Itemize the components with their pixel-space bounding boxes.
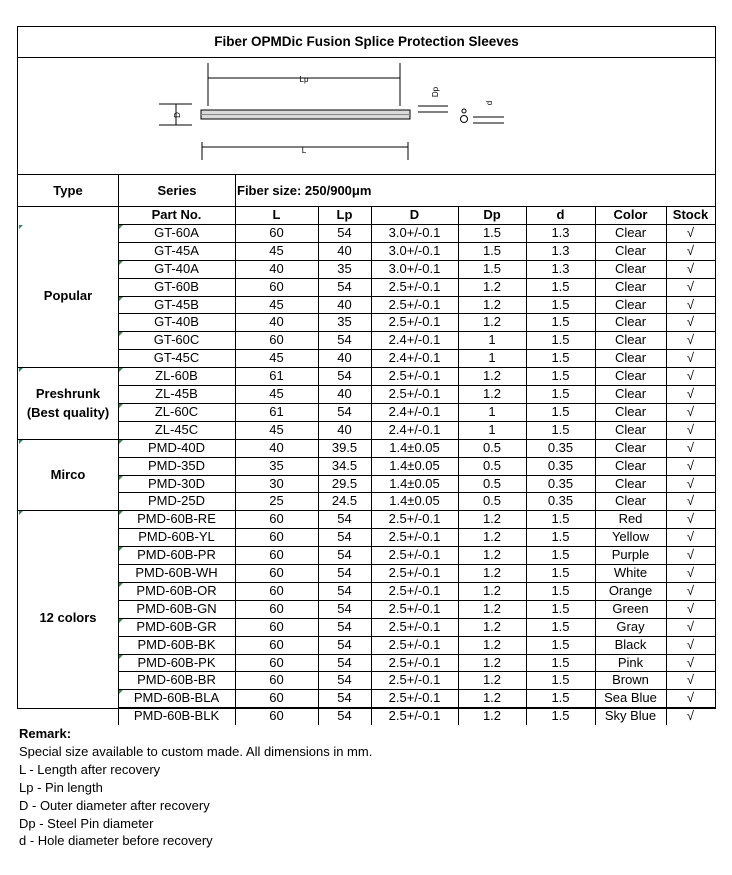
stock-check: √ (686, 708, 695, 724)
part-number: PMD-60B-RE (137, 511, 216, 527)
d-label: D (173, 112, 182, 118)
spec-value: 54 (337, 690, 352, 706)
spec-value: 1.3 (551, 224, 570, 240)
spec-value: 1.2 (482, 690, 502, 706)
l-label: L (301, 146, 307, 155)
spec-value: 1.5 (551, 278, 570, 294)
stock-check: √ (686, 403, 695, 419)
spec-value: Orange (608, 582, 653, 598)
spec-value: 0.5 (482, 475, 502, 491)
spec-value: 45 (269, 296, 284, 312)
spec-value: 2.4+/-0.1 (388, 350, 441, 366)
spec-value: 2.4+/-0.1 (388, 421, 441, 437)
spec-value: 1.4±0.05 (389, 457, 440, 473)
spec-value: 1.5 (551, 600, 570, 616)
spec-value: 45 (269, 421, 284, 437)
spec-value: 2.5+/-0.1 (388, 708, 441, 724)
spec-value: Clear (614, 493, 647, 509)
corner-mark (119, 583, 123, 587)
spec-value: 60 (269, 224, 284, 240)
spec-value: 60 (269, 529, 284, 545)
remarks (19, 725, 372, 850)
type-group-label: Preshrunk (35, 385, 101, 401)
spec-value: 0.35 (547, 493, 574, 509)
spec-value: 1.5 (551, 654, 570, 670)
spec-value: 60 (269, 332, 284, 348)
spec-value: 54 (337, 529, 352, 545)
column-header: Stock (672, 207, 709, 222)
spec-value: 1.2 (482, 672, 502, 688)
spec-value: 1.2 (482, 547, 502, 563)
corner-mark (119, 440, 123, 444)
spec-value: 2.5+/-0.1 (388, 582, 441, 598)
spec-value: 40 (337, 421, 352, 437)
spec-value: 24.5 (331, 493, 358, 509)
spec-value: 45 (269, 350, 284, 366)
spec-value: White (613, 565, 648, 580)
grid-vline (666, 206, 667, 725)
part-number: PMD-30D (147, 475, 206, 491)
spec-value: 40 (337, 242, 352, 258)
spec-value: Green (612, 600, 649, 616)
spec-value: 2.5+/-0.1 (388, 511, 441, 527)
stock-check: √ (686, 511, 695, 527)
part-number: ZL-45B (155, 386, 198, 401)
spec-value: 1 (488, 421, 496, 437)
spec-value: 40 (269, 439, 284, 455)
spec-value: 1.5 (551, 296, 570, 312)
spec-value: Pink (617, 654, 644, 670)
spec-value: 60 (269, 547, 284, 563)
spec-value: 1.2 (482, 278, 502, 294)
spec-value: 2.5+/-0.1 (388, 529, 441, 545)
column-header: Lp (336, 207, 353, 222)
spec-value: 54 (337, 368, 352, 384)
part-number: ZL-45C (154, 421, 199, 437)
spec-value: 1.2 (482, 368, 502, 384)
spec-value: 2.5+/-0.1 (388, 636, 441, 652)
spec-value: Clear (614, 332, 647, 348)
remark-line: L - Length after recovery (19, 761, 161, 777)
small-d-label: d (485, 100, 494, 106)
part-number: PMD-60B-GR (136, 618, 217, 634)
spec-value: 54 (337, 582, 352, 598)
spec-value: 35 (337, 260, 352, 276)
grid-vline (318, 206, 319, 725)
spec-value: 1.5 (551, 403, 570, 419)
part-number: PMD-60B-BK (137, 636, 216, 652)
spec-value: 2.5+/-0.1 (388, 672, 441, 688)
stock-check: √ (686, 224, 695, 240)
spec-value: 60 (269, 708, 284, 724)
stock-check: √ (686, 582, 695, 598)
spec-value: 60 (269, 672, 284, 688)
part-number: GT-45B (154, 296, 199, 312)
part-number: PMD-60B-GN (136, 600, 217, 616)
spec-value: Sea Blue (604, 690, 657, 706)
spec-value: Clear (614, 242, 647, 258)
spec-value: 2.5+/-0.1 (388, 368, 441, 384)
stock-check: √ (686, 350, 695, 366)
spec-value: Red (618, 511, 643, 527)
spec-value: 1.5 (551, 565, 570, 580)
spec-value: 2.5+/-0.1 (388, 565, 441, 580)
spec-value: 1.2 (482, 600, 502, 616)
remark-line: D - Outer diameter after recovery (19, 797, 210, 813)
spec-value: 40 (337, 386, 352, 401)
spec-value: 3.0+/-0.1 (388, 242, 441, 258)
spec-value: 60 (269, 600, 284, 616)
spec-value: 54 (337, 511, 352, 527)
spec-value: Black (614, 636, 647, 652)
spec-value: 1 (488, 350, 496, 366)
fiber-size-header: Fiber size: 250/900μm (237, 183, 372, 198)
spec-value: 54 (337, 636, 352, 652)
part-number: PMD-60B-YL (138, 529, 215, 545)
spec-value: 60 (269, 654, 284, 670)
part-number: ZL-60B (155, 368, 198, 384)
stock-check: √ (686, 672, 695, 688)
spec-value: 54 (337, 565, 352, 580)
spec-value: Clear (614, 296, 647, 312)
corner-mark (119, 332, 123, 336)
spec-value: 35 (337, 314, 352, 330)
remark-line: d - Hole diameter before recovery (19, 833, 213, 849)
spec-value: Clear (614, 278, 647, 294)
spec-value: Sky Blue (604, 708, 657, 724)
corner-mark (119, 297, 123, 301)
spec-value: Yellow (611, 529, 650, 545)
corner-mark (19, 511, 23, 515)
spec-value: Brown (612, 672, 649, 688)
remark-line: Dp - Steel Pin diameter (19, 815, 154, 831)
spec-value: 3.0+/-0.1 (388, 224, 441, 240)
stock-check: √ (686, 421, 695, 437)
spec-value: 1.5 (482, 224, 502, 240)
spec-value: 1.2 (482, 296, 502, 312)
stock-check: √ (686, 296, 695, 312)
spec-value: 60 (269, 278, 284, 294)
spec-value: 2.4+/-0.1 (388, 403, 441, 419)
corner-mark (119, 619, 123, 623)
spec-value: 2.5+/-0.1 (388, 654, 441, 670)
spec-value: 1.5 (551, 672, 570, 688)
spec-value: 35 (269, 457, 284, 473)
part-number: GT-45C (153, 350, 200, 366)
spec-value: 54 (337, 547, 352, 563)
spec-value: 1.2 (482, 314, 502, 330)
part-number: PMD-60B-BR (137, 672, 216, 688)
spec-value: Clear (614, 421, 647, 437)
spec-value: 1.5 (551, 421, 570, 437)
spec-value: Clear (614, 386, 647, 401)
spec-value: 1.3 (551, 260, 570, 276)
grid-vline (118, 175, 119, 725)
spec-value: 2.4+/-0.1 (388, 332, 441, 348)
corner-mark (119, 476, 123, 480)
part-number: GT-40A (154, 260, 199, 276)
spec-value: 0.35 (547, 457, 574, 473)
spec-value: 1.5 (551, 511, 570, 527)
spec-value: 54 (337, 403, 352, 419)
stock-check: √ (686, 565, 695, 580)
lp-label: Lp (299, 75, 309, 84)
part-number: PMD-60B-BLA (133, 690, 220, 706)
grid-vline (371, 206, 372, 725)
spec-value: Purple (611, 547, 650, 563)
spec-value: 60 (269, 636, 284, 652)
spec-value: 40 (337, 296, 352, 312)
column-header: Color (613, 207, 648, 222)
grid-vline (526, 206, 527, 725)
stock-check: √ (686, 493, 695, 509)
spec-value: 60 (269, 565, 284, 580)
corner-mark (119, 404, 123, 408)
corner-mark (119, 225, 123, 229)
column-header: Dp (483, 207, 501, 222)
stock-check: √ (686, 547, 695, 563)
column-header: L (272, 207, 281, 222)
spec-table (17, 26, 716, 724)
corner-mark (119, 511, 123, 515)
spec-value: Clear (614, 368, 647, 384)
spec-value: Clear (614, 403, 647, 419)
spec-value: 2.5+/-0.1 (388, 314, 441, 330)
spec-value: Clear (614, 439, 647, 455)
type-group (18, 439, 118, 511)
spec-value: 1.2 (482, 708, 502, 724)
corner-mark (119, 690, 123, 694)
stock-check: √ (686, 636, 695, 652)
type-group (18, 367, 118, 439)
spec-value: Clear (614, 475, 647, 491)
spec-value: 1.5 (551, 350, 570, 366)
part-number: PMD-60B-PR (137, 547, 216, 563)
remark-line: Lp - Pin length (19, 779, 103, 795)
spec-value: 1.5 (551, 618, 570, 634)
remark-line: Special size available to custom made. All dimensions in mm. (19, 743, 373, 759)
spec-value: 34.5 (331, 457, 358, 473)
type-group-label: (Best quality) (26, 404, 110, 420)
spec-value: 2.5+/-0.1 (388, 600, 441, 616)
column-header: Part No. (151, 207, 202, 222)
spec-value: 1.2 (482, 618, 502, 634)
stock-check: √ (686, 439, 695, 455)
spec-value: Clear (614, 350, 647, 366)
spec-value: 40 (269, 314, 284, 330)
corner-mark (119, 655, 123, 659)
part-number: PMD-60B-BLK (133, 708, 220, 724)
type-group-label: 12 colors (39, 610, 97, 626)
spec-value: 1.5 (551, 529, 570, 545)
part-number: PMD-25D (147, 493, 206, 509)
spec-value: 40 (269, 260, 284, 276)
spec-value: 1.5 (551, 636, 570, 652)
spec-value: 1.2 (482, 636, 502, 652)
corner-mark (119, 368, 123, 372)
spec-value: 1.2 (482, 565, 502, 580)
type-header: Type (53, 183, 83, 198)
sleeve-diagram (18, 58, 715, 174)
spec-value: 2.5+/-0.1 (388, 296, 441, 312)
spec-value: 60 (269, 582, 284, 598)
stock-check: √ (686, 690, 695, 706)
sleeve-drawing (18, 58, 715, 174)
part-number: GT-60B (154, 278, 199, 294)
spec-value: 0.5 (482, 457, 502, 473)
part-number: PMD-60B-PK (137, 654, 216, 670)
spec-value: 40 (337, 350, 352, 366)
stock-check: √ (686, 475, 695, 491)
spec-value: 1.5 (551, 582, 570, 598)
spec-value: 2.5+/-0.1 (388, 278, 441, 294)
stock-check: √ (686, 457, 695, 473)
stock-check: √ (686, 618, 695, 634)
spec-value: 1.5 (482, 260, 502, 276)
spec-value: 29.5 (331, 475, 358, 491)
spec-value: 0.5 (482, 439, 502, 455)
stock-check: √ (686, 654, 695, 670)
spec-value: 1.2 (482, 654, 502, 670)
spec-value: 54 (337, 332, 352, 348)
spec-value: 1.5 (482, 242, 502, 258)
spec-value: 1.5 (551, 314, 570, 330)
corner-mark (119, 261, 123, 265)
spec-value: 1.5 (551, 690, 570, 706)
spec-value: 1.5 (551, 386, 570, 401)
grid-vline (235, 175, 236, 725)
stock-check: √ (686, 529, 695, 545)
spec-value: 45 (269, 242, 284, 258)
spec-value: 2.5+/-0.1 (388, 547, 441, 563)
spec-value: 30 (269, 475, 284, 491)
spec-value: 2.5+/-0.1 (388, 690, 441, 706)
spec-value: 1.5 (551, 332, 570, 348)
spec-value: 61 (269, 403, 284, 419)
stock-check: √ (686, 332, 695, 348)
column-header: d (556, 207, 565, 222)
spec-value: 1 (488, 403, 496, 419)
spec-value: 60 (269, 690, 284, 706)
spec-value: Clear (614, 260, 647, 276)
spec-value: 0.35 (547, 475, 574, 491)
spec-value: 1 (488, 332, 496, 348)
spec-value: 1.5 (551, 368, 570, 384)
spec-value: 1.3 (551, 242, 570, 258)
stock-check: √ (686, 314, 695, 330)
spec-value: 54 (337, 618, 352, 634)
spec-value: 60 (269, 511, 284, 527)
type-group-label: Mirco (50, 466, 86, 482)
spec-value: 1.5 (551, 708, 570, 724)
corner-mark (19, 225, 23, 229)
spec-value: 1.5 (551, 547, 570, 563)
type-group (18, 224, 118, 367)
column-header: D (409, 207, 420, 222)
spec-value: Gray (616, 618, 645, 634)
spec-value: 54 (337, 654, 352, 670)
spec-value: 54 (337, 600, 352, 616)
stock-check: √ (686, 600, 695, 616)
type-group (18, 510, 118, 725)
spec-value: Clear (614, 314, 647, 330)
part-number: GT-60C (153, 332, 200, 348)
spec-value: 1.4±0.05 (389, 475, 440, 491)
part-number: PMD-35D (147, 457, 206, 473)
spec-value: 2.5+/-0.1 (388, 386, 441, 401)
spec-value: 54 (337, 708, 352, 724)
spec-value: 1.4±0.05 (389, 493, 440, 509)
stock-check: √ (686, 278, 695, 294)
part-number: PMD-60B-WH (135, 565, 218, 580)
spec-value: 1.2 (482, 511, 502, 527)
spec-value: 61 (269, 368, 284, 384)
part-number: ZL-60C (154, 403, 199, 419)
grid-vline (458, 206, 459, 725)
spec-value: 1.4±0.05 (389, 439, 440, 455)
spec-value: Clear (614, 224, 647, 240)
spec-value: 54 (337, 224, 352, 240)
spec-value: 1.2 (482, 529, 502, 545)
spec-value: Clear (614, 457, 647, 473)
stock-check: √ (686, 260, 695, 276)
spec-value: 60 (269, 618, 284, 634)
corner-mark (19, 440, 23, 444)
spec-value: 54 (337, 672, 352, 688)
spec-value: 45 (269, 386, 284, 401)
corner-mark (119, 547, 123, 551)
corner-mark (19, 368, 23, 372)
series-header: Series (157, 183, 197, 198)
spec-value: 3.0+/-0.1 (388, 260, 441, 276)
page-title: Fiber OPMDic Fusion Splice Protection Sleeves (214, 34, 519, 49)
stock-check: √ (686, 368, 695, 384)
spec-value: 1.2 (482, 582, 502, 598)
dp-label: Dp (431, 86, 440, 98)
part-number: GT-45A (154, 242, 199, 258)
part-number: PMD-40D (147, 439, 206, 455)
spec-value: 0.35 (547, 439, 574, 455)
stock-check: √ (686, 242, 695, 258)
part-number: PMD-60B-OR (136, 582, 217, 598)
part-number: GT-60A (154, 224, 199, 240)
type-group-label: Popular (43, 287, 93, 303)
part-number: GT-40B (154, 314, 199, 330)
spec-value: 54 (337, 278, 352, 294)
spec-value: 39.5 (331, 439, 358, 455)
grid-vline (595, 206, 596, 725)
spec-value: 2.5+/-0.1 (388, 618, 441, 634)
stock-check: √ (686, 386, 695, 401)
spec-value: 25 (269, 493, 284, 509)
spec-value: 0.5 (482, 493, 502, 509)
remarks-title: Remark: (19, 726, 72, 741)
spec-value: 1.2 (482, 386, 502, 401)
